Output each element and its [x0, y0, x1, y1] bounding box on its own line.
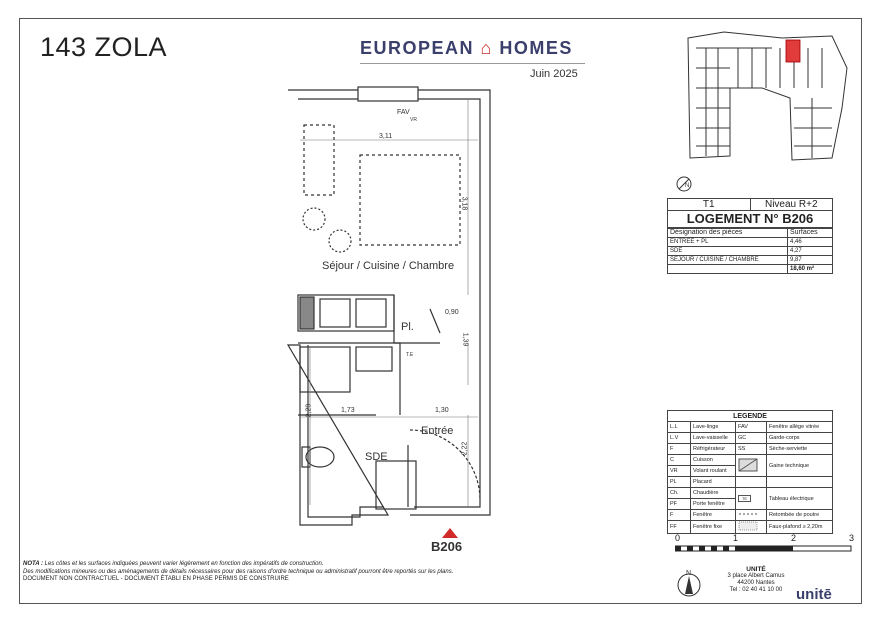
unit-level: Niveau R+2 [750, 199, 833, 210]
ceiling-swatch [735, 521, 766, 534]
te-label: T.E [406, 352, 414, 358]
room-label-placard: Pl. [401, 321, 414, 333]
dimension-label: 1,39 [461, 332, 469, 347]
compass-icon [675, 175, 693, 193]
table-row [668, 247, 833, 256]
legend-desc: Tableau électrique [766, 488, 832, 510]
disclaimer-note [23, 561, 463, 584]
legend-code: GC [735, 433, 766, 444]
dimension-label: 1,30 [435, 407, 449, 414]
legend-desc: Réfrigérateur [691, 444, 736, 455]
fav-label: FAV [397, 109, 410, 116]
legend-row [668, 433, 833, 444]
table-row [668, 256, 833, 265]
total-area: 18,60 m² [788, 265, 833, 274]
legend-desc: Retombée de poutre [766, 510, 832, 521]
dimension-label: 1,73 [341, 407, 355, 414]
dimension-label: 0,90 [445, 309, 459, 316]
project-title: 143 ZOLA [40, 32, 168, 62]
room-name: SEJOUR / CUISINE / CHAMBRE [668, 256, 788, 265]
te-swatch [735, 488, 766, 510]
unit-info-table [667, 198, 833, 274]
compass-icon [676, 568, 702, 598]
legend-row [668, 444, 833, 455]
total-spacer [668, 265, 788, 274]
scale-label: 1 [733, 533, 739, 543]
legend-code: C [668, 455, 691, 466]
agency-phone: Tel : 02 40 41 10 00 [729, 587, 783, 593]
unit-title: LOGEMENT N° B206 [667, 211, 833, 228]
legend-code: L.V [668, 433, 691, 444]
legend-desc: Cuisson [691, 455, 736, 466]
room-label-entree: Entrée [421, 425, 454, 437]
legend-row [668, 455, 833, 466]
legend-desc: Lave-vaisselle [691, 433, 736, 444]
surfaces-header: Surfaces [788, 229, 833, 238]
legend-row [668, 422, 833, 433]
table-row [668, 265, 833, 274]
unit-entrance-label: B206 [431, 539, 463, 554]
brand-logo [360, 38, 573, 59]
scale-graphic [675, 545, 855, 553]
room-label-sde: SDE [365, 451, 388, 463]
key-plan [682, 28, 856, 163]
unit-type: T1 [702, 199, 715, 210]
legend-code: PL [668, 477, 691, 488]
floor-plan [280, 85, 500, 530]
scale-label: 0 [675, 533, 681, 543]
legend-code: F [668, 444, 691, 455]
legend-code: Ch. [668, 488, 691, 499]
legend-row [668, 521, 833, 534]
brand-name-right: HOMES [499, 38, 573, 58]
highlighted-unit [786, 40, 800, 62]
agency-line2: 44200 Nantes [737, 580, 775, 586]
document-date: Juin 2025 [530, 68, 578, 80]
legend-desc: Porte fenêtre [691, 499, 736, 510]
note-line1: Les côtes et les surfaces indiquées peuvent varier légèrement en fonction des impératifs de construction. [43, 561, 324, 567]
legend-desc: Fenêtre fixe [691, 521, 736, 534]
legend-empty [735, 477, 766, 488]
room-area: 4,46 [788, 238, 833, 247]
note-line3: DOCUMENT NON CONTRACTUEL - DOCUMENT ÉTABLI EN PHASE PERMIS DE CONSTRUIRE [23, 576, 289, 582]
svg-text:N: N [686, 570, 692, 577]
legend-code: FF [668, 521, 691, 534]
gaine-swatch [735, 455, 766, 477]
legend-desc: Garde-corps [766, 433, 832, 444]
svg-text:N: N [685, 183, 690, 189]
legend-table [667, 410, 833, 534]
legend-title: LEGENDE [668, 411, 833, 422]
beam-swatch [735, 510, 766, 521]
table-row [668, 238, 833, 247]
legend-desc: Faux-plafond ≥ 2,20m [766, 521, 832, 534]
agency-name: UNITÉ [746, 566, 766, 573]
legend-desc: Sèche-serviette [766, 444, 832, 455]
scale-label: 2 [791, 533, 797, 543]
legend-desc: Fenêtre allège vitrée [766, 422, 832, 433]
room-name: ENTREE + PL [668, 238, 788, 247]
legend-desc: Lave-linge [691, 422, 736, 433]
room-area: 4,27 [788, 247, 833, 256]
legend-code: F [668, 510, 691, 521]
scale-label: 3 [849, 533, 855, 543]
dimension-label: 2,22 [461, 441, 469, 456]
room-label-main: Séjour / Cuisine / Chambre [322, 260, 455, 272]
legend-code: FAV [735, 422, 766, 433]
room-area: 9,87 [788, 256, 833, 265]
brand-name-left: EUROPEAN [360, 38, 475, 58]
legend-row [668, 510, 833, 521]
legend-empty [766, 477, 832, 488]
agency-line1: 3 place Albert Camus [727, 573, 785, 579]
dimension-label: 3,11 [379, 133, 393, 140]
dimension-label: 2,29 [305, 403, 313, 418]
agency-logo: unitē [796, 586, 832, 603]
brand-divider [360, 63, 585, 64]
dimension-label: 3,18 [460, 196, 468, 211]
legend-row [668, 477, 833, 488]
legend-desc: Fenêtre [691, 510, 736, 521]
legend-code: TE [738, 495, 751, 502]
house-icon: ⌂ [480, 38, 493, 58]
legend-desc: Volant roulant [691, 466, 736, 477]
legend-desc: Gaine technique [766, 455, 832, 477]
legend-row [668, 488, 833, 499]
legend-code: VR [668, 466, 691, 477]
rooms-header: Désignation des pièces [668, 229, 788, 238]
agency-address [716, 566, 796, 594]
note-label: NOTA : [23, 561, 43, 567]
legend-code: SS [735, 444, 766, 455]
legend-desc: Placard [691, 477, 736, 488]
entrance-arrow-icon [440, 527, 460, 539]
legend-code: PF [668, 499, 691, 510]
agency-block [676, 566, 856, 606]
legend-desc: Chaudière [691, 488, 736, 499]
legend-code: L.L [668, 422, 691, 433]
scale-bar [675, 533, 855, 563]
vr-label: VR [410, 117, 417, 123]
room-name: SDE [668, 247, 788, 256]
note-line2: Des modifications mineures ou des aménagements de détails nécessaires pour des raisons d'ordre technique ou administratif pourront être reportés sur les plans. [23, 568, 454, 575]
